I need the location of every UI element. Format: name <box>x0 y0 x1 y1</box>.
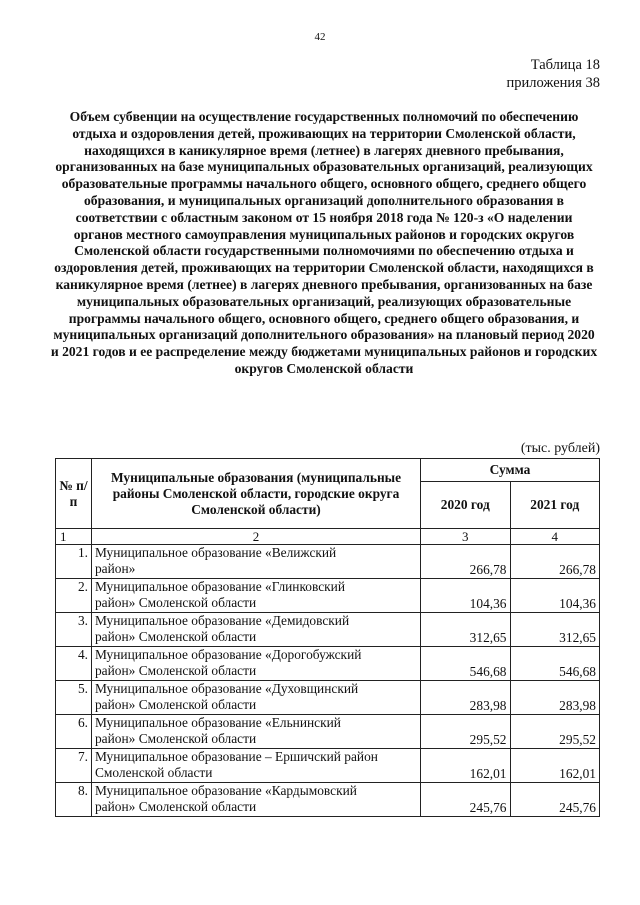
table-row <box>56 545 600 579</box>
table-row <box>56 749 600 783</box>
table-reference <box>507 56 600 92</box>
value-2020: 283,98 <box>421 681 510 715</box>
document-title: Объем субвенции на осуществление государственных полномочий по обеспечению отдыха и оздоровления детей, проживающих на территории Смоленской области, находящихся в каникулярное время (летнее) в лагерях дневного пребывания, организованных на базе муниципальных образовательных организаций, реализующих образовательные программы начального общего, основного общего, среднего общего образования, и муниципальных организаций дополнительного образования в соответствии с областным законом от 15 ноября 2018 года № 120-з «О наделении органов местного самоуправления муниципальных районов и городских округов Смоленской области государственными полномочиями по обеспечению отдыха и оздоровления детей, проживающих на территории Смоленской области, находящихся в каникулярное время (летнее) в лагерях дневного пребывания, организованных на базе муниципальных образовательных организаций, реализующих образовательные программы начального общего, основного общего, среднего общего образования, и муниципальных организаций дополнительного образования» на плановый период 2020 и 2021 годов и ее распределение между бюджетами муниципальных районов и городских округов Смоленской области <box>50 109 598 376</box>
value-2020: 162,01 <box>421 749 510 783</box>
header-num: № п/п <box>56 459 92 529</box>
value-2020: 295,52 <box>421 715 510 749</box>
value-2020: 546,68 <box>421 647 510 681</box>
row-number: 6. <box>56 715 92 749</box>
municipality-name-line2: Смоленской области <box>94 765 213 780</box>
municipality-name-line1: Муниципальное образование – Ершичский район <box>94 749 378 764</box>
column-index: 1 <box>56 529 92 545</box>
municipality-name <box>91 613 420 647</box>
municipality-name <box>91 749 420 783</box>
row-number: 2. <box>56 579 92 613</box>
table-reference-line1: Таблица 18 <box>530 57 600 73</box>
table-row <box>56 715 600 749</box>
table-row <box>56 613 600 647</box>
row-number: 7. <box>56 749 92 783</box>
municipality-name-line2: район» Смоленской области <box>94 799 257 814</box>
value-2021: 312,65 <box>510 613 600 647</box>
value-2020: 266,78 <box>421 545 510 579</box>
municipality-name-line1: Муниципальное образование «Ельнинский <box>94 715 341 730</box>
municipality-name-line1: Муниципальное образование «Дорогобужский <box>94 647 362 662</box>
municipality-name <box>91 545 420 579</box>
municipality-name-line1: Муниципальное образование «Демидовский <box>94 613 350 628</box>
row-number: 5. <box>56 681 92 715</box>
value-2021: 295,52 <box>510 715 600 749</box>
table-row <box>56 579 600 613</box>
subvention-table <box>55 458 600 817</box>
municipality-name-line2: район» <box>94 561 136 576</box>
value-2021: 266,78 <box>510 545 600 579</box>
table-row <box>56 783 600 817</box>
header-year-2020: 2020 год <box>421 482 510 529</box>
municipality-name <box>91 579 420 613</box>
table-row <box>56 681 600 715</box>
header-sum: Сумма <box>421 459 600 482</box>
column-index: 4 <box>510 529 600 545</box>
municipality-name-line2: район» Смоленской области <box>94 595 257 610</box>
municipality-name <box>91 783 420 817</box>
municipality-name <box>91 647 420 681</box>
value-2020: 245,76 <box>421 783 510 817</box>
municipality-name-line1: Муниципальное образование «Кардымовский <box>94 783 357 798</box>
row-number: 3. <box>56 613 92 647</box>
municipality-name <box>91 681 420 715</box>
table-reference-line2: приложения 38 <box>506 75 600 91</box>
municipality-name-line2: район» Смоленской области <box>94 663 257 678</box>
municipality-name-line2: район» Смоленской области <box>94 629 257 644</box>
value-2021: 283,98 <box>510 681 600 715</box>
header-municipality: Муниципальные образования (муниципальные районы Смоленской области, городские округа Смоленской области) <box>91 459 420 529</box>
value-2021: 546,68 <box>510 647 600 681</box>
municipality-name-line1: Муниципальное образование «Глинковский <box>94 579 346 594</box>
value-2020: 312,65 <box>421 613 510 647</box>
municipality-name-line2: район» Смоленской области <box>94 731 257 746</box>
value-2021: 104,36 <box>510 579 600 613</box>
row-number: 8. <box>56 783 92 817</box>
column-index: 3 <box>421 529 510 545</box>
units-label: (тыс. рублей) <box>520 441 600 456</box>
value-2020: 104,36 <box>421 579 510 613</box>
table-row <box>56 647 600 681</box>
municipality-name-line1: Муниципальное образование «Велижский <box>94 545 337 560</box>
row-number: 4. <box>56 647 92 681</box>
header-year-2021: 2021 год <box>510 482 600 529</box>
page-number: 42 <box>314 31 326 43</box>
value-2021: 245,76 <box>510 783 600 817</box>
column-index: 2 <box>91 529 420 545</box>
row-number: 1. <box>56 545 92 579</box>
value-2021: 162,01 <box>510 749 600 783</box>
municipality-name-line2: район» Смоленской области <box>94 697 257 712</box>
column-index-row <box>56 529 600 545</box>
municipality-name <box>91 715 420 749</box>
municipality-name-line1: Муниципальное образование «Духовщинский <box>94 681 359 696</box>
